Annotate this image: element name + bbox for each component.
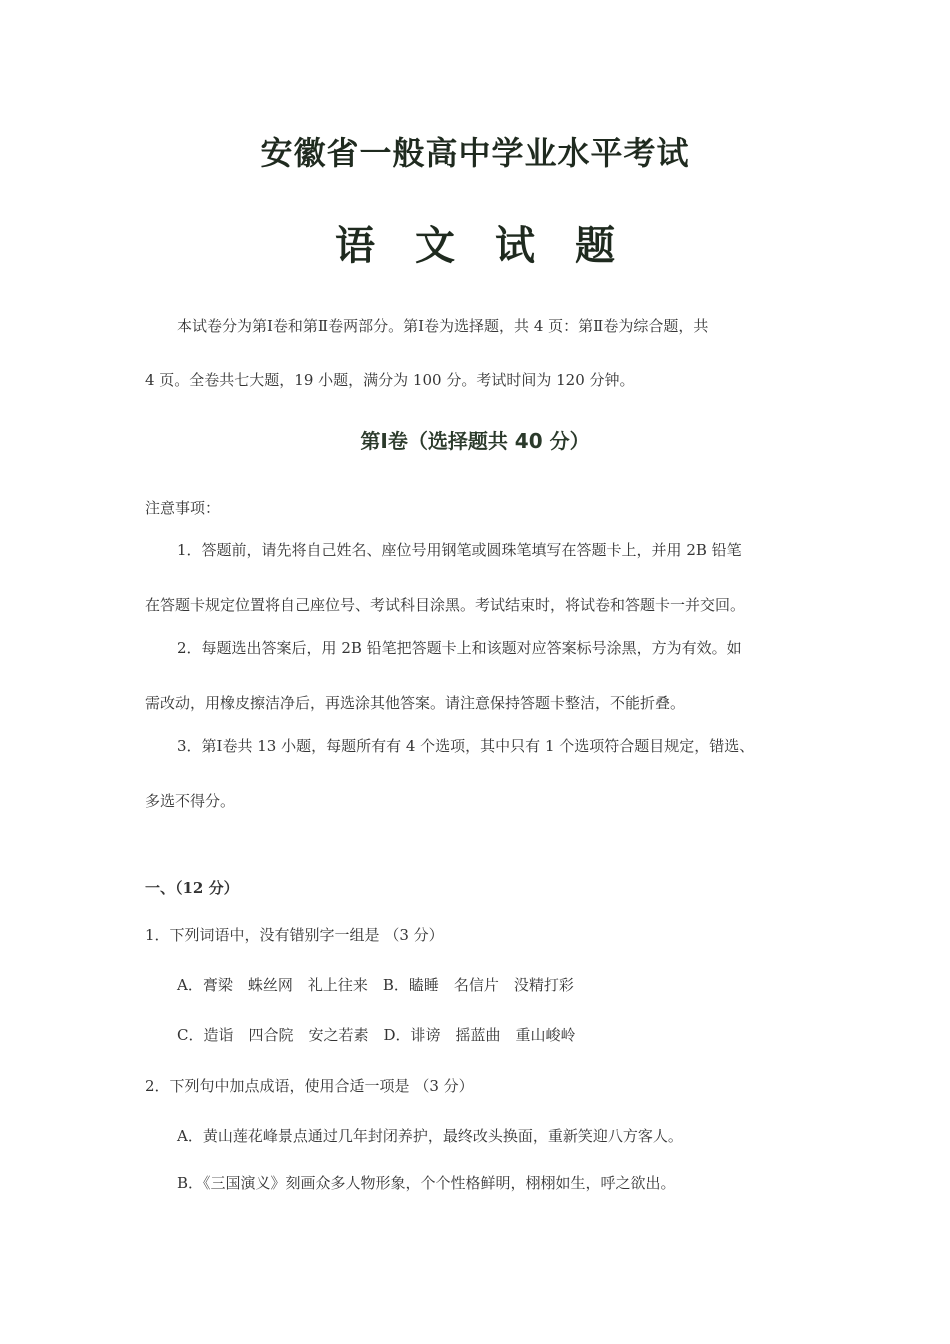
question-2-option-a: A．黄山莲花峰景点通过几年封闭养护，最终改头换面，重新笑迎八方客人。 (177, 1127, 683, 1145)
question-1-stem: 1．下列词语中，没有错别字一组是 （3 分） (145, 926, 444, 944)
notice-label: 注意事项： (145, 499, 221, 517)
question-2-option-b: B．《三国演义》刻画众多人物形象，个个性格鲜明，栩栩如生，呼之欲出。 (177, 1174, 676, 1192)
intro-line-2: 4 页。全卷共七大题，19 小题，满分为 100 分。考试时间为 120 分钟。 (145, 371, 635, 389)
question-2-stem: 2．下列句中加点成语，使用合适一项是 （3 分） (145, 1077, 474, 1095)
notice-item-1-line-1: 1．答题前，请先将自己姓名、座位号用钢笔或圆珠笔填写在答题卡上，并用 2B 铅笔 (177, 541, 742, 559)
exam-title: 安徽省一般高中学业水平考试 (260, 134, 690, 172)
part1-heading: 第Ⅰ卷（选择题共 40 分） (360, 429, 590, 453)
section-1-heading: 一、（12 分） (145, 879, 239, 897)
question-1-options-cd: C．造诣 四合院 安之若素 D．诽谤 摇蓝曲 重山峻岭 (177, 1026, 576, 1044)
notice-item-2-line-1: 2．每题选出答案后，用 2B 铅笔把答题卡上和该题对应答案标号涂黑，方为有效。如 (177, 639, 742, 657)
notice-item-1-line-2: 在答题卡规定位置将自己座位号、考试科目涂黑。考试结束时，将试卷和答题卡一并交回。 (145, 596, 746, 614)
notice-item-2-line-2: 需改动，用橡皮擦洁净后，再选涂其他答案。请注意保持答题卡整洁，不能折叠。 (145, 694, 686, 712)
exam-subject-title: 语文试题 (335, 222, 655, 269)
intro-line-1: 本试卷分为第Ⅰ卷和第Ⅱ卷两部分。第Ⅰ卷为选择题，共 4 页：第Ⅱ卷为综合题，共 (177, 317, 709, 335)
notice-item-3-line-1: 3．第Ⅰ卷共 13 小题，每题所有有 4 个选项，其中只有 1 个选项符合题目规定，错选、 (177, 737, 755, 755)
notice-item-3-line-2: 多选不得分。 (145, 792, 236, 810)
question-1-options-ab: A．膏梁 蛛丝网 礼上往来 B．瞌睡 名信片 没精打彩 (177, 976, 574, 994)
